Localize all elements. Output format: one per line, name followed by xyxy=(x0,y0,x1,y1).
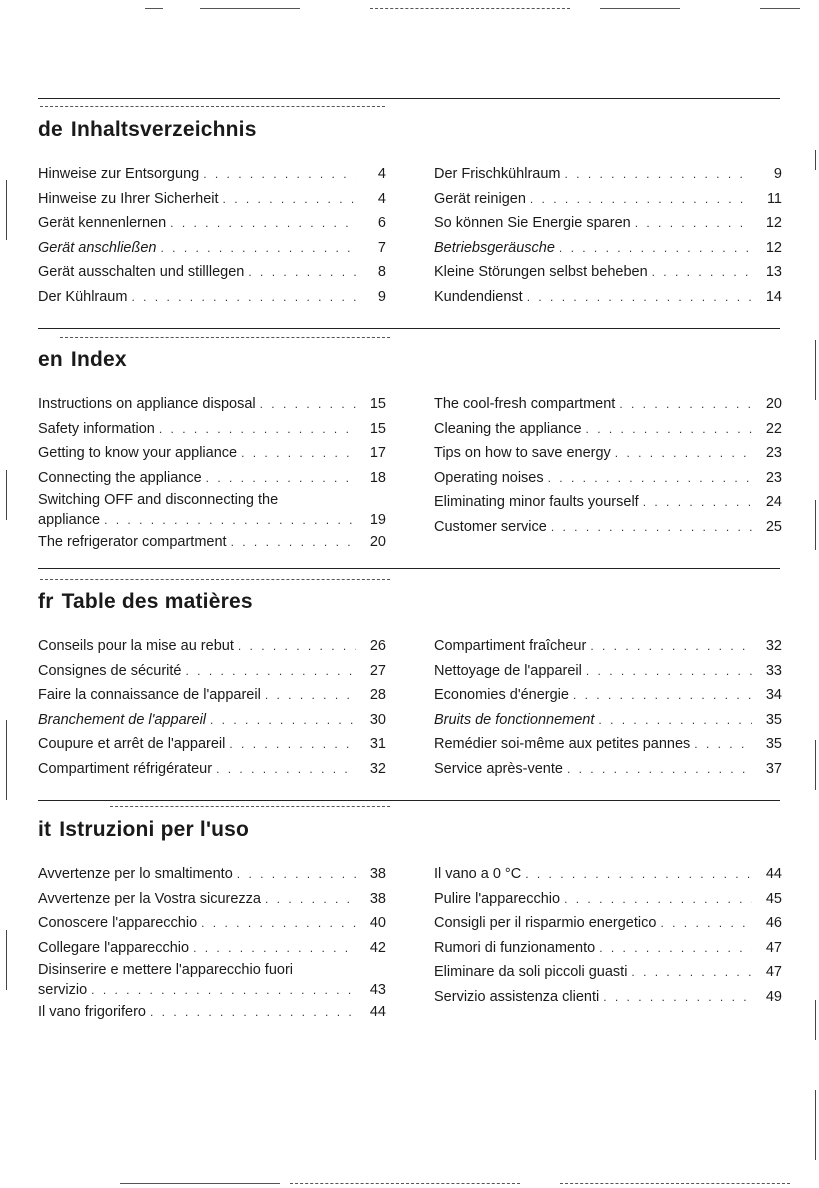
dot-leader xyxy=(599,936,752,961)
entry-label: Remédier soi-même aux petites pannes xyxy=(434,736,691,752)
toc-entry[interactable] xyxy=(434,887,782,912)
toc-entry[interactable] xyxy=(38,960,386,1000)
page-number: 12 xyxy=(765,215,782,231)
toc-entry[interactable] xyxy=(434,634,782,659)
dot-leader xyxy=(619,392,752,417)
page-number: 20 xyxy=(765,396,782,412)
scan-mark xyxy=(370,8,570,9)
entry-label: Faire la connaissance de l'appareil xyxy=(38,687,261,703)
dot-leader xyxy=(527,285,752,310)
section-title: Inhaltsverzeichnis xyxy=(70,118,257,141)
page-number: 32 xyxy=(765,638,782,654)
entry-label: Coupure et arrêt de l'appareil xyxy=(38,736,226,752)
dot-leader xyxy=(223,187,356,212)
dot-leader xyxy=(216,757,356,782)
dot-leader xyxy=(590,634,752,659)
language-code: de xyxy=(38,118,63,141)
dot-leader xyxy=(530,187,752,212)
toc-entry[interactable] xyxy=(434,285,782,310)
toc-column-left xyxy=(38,392,386,555)
entry-continuation xyxy=(38,510,386,530)
toc-entry[interactable] xyxy=(38,887,386,912)
page-number: 43 xyxy=(369,982,386,998)
page-number: 15 xyxy=(369,396,386,412)
toc-entry[interactable] xyxy=(38,236,386,261)
page-number: 38 xyxy=(369,866,386,882)
entry-label: Der Frischkühlraum xyxy=(434,166,561,182)
scan-mark xyxy=(200,8,300,9)
page-number: 45 xyxy=(765,890,782,907)
page-number: 28 xyxy=(369,687,386,703)
toc-entry[interactable] xyxy=(38,260,386,285)
dot-leader xyxy=(170,211,356,236)
page-number: 8 xyxy=(377,264,386,280)
page-number: 18 xyxy=(369,469,386,486)
margin-mark xyxy=(815,150,816,170)
entry-label: Consignes de sécurité xyxy=(38,662,182,679)
page-number: 20 xyxy=(369,534,386,550)
entry-label: Hinweise zu Ihrer Sicherheit xyxy=(38,190,219,207)
toc-entry[interactable] xyxy=(38,757,386,782)
page-number: 9 xyxy=(377,288,386,305)
toc-entry[interactable] xyxy=(38,1000,386,1025)
scan-mark xyxy=(120,1183,280,1184)
scan-mark xyxy=(760,8,800,9)
entry-label: Service après-vente xyxy=(434,760,563,777)
toc-entry[interactable] xyxy=(38,530,386,555)
language-code: it xyxy=(38,818,52,841)
page-number: 31 xyxy=(369,736,386,752)
entry-label: The cool-fresh compartment xyxy=(434,396,616,412)
dot-leader xyxy=(643,490,752,515)
dot-leader xyxy=(265,683,356,708)
page-number: 26 xyxy=(369,638,386,654)
toc-column-right xyxy=(434,634,782,781)
page-number: 35 xyxy=(765,736,782,752)
dot-leader xyxy=(237,862,356,887)
entry-label: Kundendienst xyxy=(434,288,523,305)
margin-mark xyxy=(6,930,7,990)
toc-column-left xyxy=(38,162,386,309)
scan-mark xyxy=(600,8,680,9)
entry-label: Conseils pour la mise au rebut xyxy=(38,638,234,654)
dot-leader xyxy=(201,911,356,936)
section-heading xyxy=(38,118,257,142)
entry-label: Der Kühlraum xyxy=(38,288,128,305)
margin-mark xyxy=(815,1090,816,1160)
page-number: 13 xyxy=(765,264,782,280)
page-number: 30 xyxy=(369,711,386,728)
page-number: 4 xyxy=(377,190,386,207)
toc-column-right xyxy=(434,862,782,1009)
language-code: fr xyxy=(38,590,54,613)
section-rule-dashed xyxy=(40,106,385,107)
page-number: 7 xyxy=(377,239,386,256)
page-number: 33 xyxy=(765,662,782,679)
section-rule xyxy=(38,328,780,329)
toc-entry[interactable] xyxy=(434,936,782,961)
toc-entry[interactable] xyxy=(434,236,782,261)
entry-label: Collegare l'apparecchio xyxy=(38,939,190,956)
page-number: 22 xyxy=(765,420,782,437)
entry-label: Operating noises xyxy=(434,469,544,486)
page-number: 47 xyxy=(765,939,782,956)
entry-continuation xyxy=(38,980,386,1000)
entry-label: Kleine Störungen selbst beheben xyxy=(434,264,648,280)
page-number: 14 xyxy=(765,288,782,305)
dot-leader xyxy=(193,936,356,961)
entry-label: Pulire l'apparecchio xyxy=(434,890,561,907)
toc-entry[interactable] xyxy=(38,862,386,887)
entry-label: Rumori di funzionamento xyxy=(434,939,596,956)
entry-label: Switching OFF and disconnecting the xyxy=(38,492,279,508)
dot-leader xyxy=(238,634,356,659)
toc-entry[interactable] xyxy=(38,708,386,733)
dot-leader xyxy=(586,417,752,442)
section-title: Istruzioni per l'uso xyxy=(59,818,250,841)
toc-column-right xyxy=(434,392,782,539)
entry-label: Nettoyage de l'appareil xyxy=(434,662,582,679)
entry-label: Eliminating minor faults yourself xyxy=(434,494,639,510)
page-number: 49 xyxy=(765,988,782,1005)
page-number: 6 xyxy=(377,215,386,231)
toc-entry[interactable] xyxy=(434,757,782,782)
page-number: 46 xyxy=(765,915,782,931)
toc-entry[interactable] xyxy=(434,490,782,515)
toc-entry[interactable] xyxy=(38,466,386,491)
page-number: 37 xyxy=(765,760,782,777)
entry-label: So können Sie Energie sparen xyxy=(434,215,631,231)
page-number: 9 xyxy=(773,166,782,182)
toc-entry[interactable] xyxy=(38,732,386,757)
dot-leader xyxy=(185,659,356,684)
entry-label: Servizio assistenza clienti xyxy=(434,988,600,1005)
entry-label: Conoscere l'apparecchio xyxy=(38,915,198,931)
dot-leader xyxy=(248,260,356,285)
entry-label: Tips on how to save energy xyxy=(434,445,611,461)
toc-entry[interactable] xyxy=(434,515,782,540)
language-code: en xyxy=(38,348,63,371)
section-title: Index xyxy=(70,348,127,371)
entry-label: Hinweise zur Entsorgung xyxy=(38,166,200,182)
entry-label: Economies d'énergie xyxy=(434,687,569,703)
dot-leader xyxy=(206,466,356,491)
dot-leader xyxy=(586,659,752,684)
dot-leader xyxy=(160,236,356,261)
dot-leader xyxy=(598,708,752,733)
toc-entry[interactable] xyxy=(434,732,782,757)
page-number: 34 xyxy=(765,687,782,703)
page-number: 4 xyxy=(377,166,386,182)
toc-entry[interactable] xyxy=(38,417,386,442)
section-rule-dashed xyxy=(60,337,390,338)
page-number: 27 xyxy=(369,662,386,679)
dot-leader xyxy=(615,441,752,466)
dot-leader xyxy=(231,530,356,555)
toc-entry[interactable] xyxy=(38,911,386,936)
page-number: 24 xyxy=(765,494,782,510)
entry-label: Gerät kennenlernen xyxy=(38,215,167,231)
entry-label: Instructions on appliance disposal xyxy=(38,396,256,412)
dot-leader xyxy=(525,862,752,887)
toc-entry[interactable] xyxy=(434,708,782,733)
dot-leader xyxy=(551,515,752,540)
toc-entry[interactable] xyxy=(38,936,386,961)
toc-entry[interactable] xyxy=(38,634,386,659)
entry-label: Bruits de fonctionnement xyxy=(434,711,595,728)
margin-mark xyxy=(6,470,7,520)
toc-entry[interactable] xyxy=(38,211,386,236)
dot-leader xyxy=(694,732,752,757)
entry-label: Gerät ausschalten und stilllegen xyxy=(38,264,245,280)
section-title: Table des matières xyxy=(61,590,253,613)
entry-label: Gerät reinigen xyxy=(434,190,526,207)
entry-label: Il vano frigorifero xyxy=(38,1004,146,1020)
section-heading xyxy=(38,590,253,614)
page-number: 40 xyxy=(369,915,386,931)
page-number: 44 xyxy=(369,1004,386,1020)
toc-entry[interactable] xyxy=(38,162,386,187)
toc-entry[interactable] xyxy=(38,659,386,684)
scan-mark xyxy=(145,8,163,9)
toc-entry[interactable] xyxy=(434,466,782,491)
section-heading xyxy=(38,348,127,372)
toc-entry[interactable] xyxy=(434,392,782,417)
entry-label: Safety information xyxy=(38,420,155,437)
margin-mark xyxy=(6,720,7,800)
page-number: 12 xyxy=(765,239,782,256)
toc-entry[interactable] xyxy=(434,862,782,887)
dot-leader xyxy=(150,1000,356,1025)
dot-leader xyxy=(159,417,356,442)
margin-mark xyxy=(815,1000,816,1040)
dot-leader xyxy=(210,708,356,733)
dot-leader xyxy=(652,260,752,285)
page-number: 23 xyxy=(765,469,782,486)
entry-label: Avvertenze per lo smaltimento xyxy=(38,866,233,882)
toc-entry[interactable] xyxy=(434,187,782,212)
dot-leader xyxy=(265,887,356,912)
dot-leader xyxy=(567,757,752,782)
page-number: 38 xyxy=(369,890,386,907)
section-rule xyxy=(38,800,780,801)
dot-leader xyxy=(564,887,752,912)
dot-leader xyxy=(559,236,752,261)
toc-entry[interactable] xyxy=(434,985,782,1010)
margin-mark xyxy=(815,740,816,790)
entry-label: Gerät anschließen xyxy=(38,239,157,256)
scan-mark xyxy=(560,1183,790,1184)
dot-leader xyxy=(548,466,752,491)
toc-entry[interactable] xyxy=(434,683,782,708)
dot-leader xyxy=(91,980,356,1000)
toc-column-right xyxy=(434,162,782,309)
page-number: 23 xyxy=(765,445,782,461)
dot-leader xyxy=(603,985,752,1010)
page-number: 25 xyxy=(765,518,782,535)
entry-label: Branchement de l'appareil xyxy=(38,711,207,728)
toc-entry[interactable] xyxy=(434,659,782,684)
dot-leader xyxy=(573,683,752,708)
toc-entry[interactable] xyxy=(434,441,782,466)
section-rule xyxy=(38,568,780,569)
dot-leader xyxy=(131,285,356,310)
dot-leader xyxy=(635,211,752,236)
margin-mark xyxy=(815,500,816,550)
entry-label: Customer service xyxy=(434,518,547,535)
entry-label: Compartiment réfrigérateur xyxy=(38,760,213,777)
dot-leader xyxy=(260,392,356,417)
entry-label: Disinserire e mettere l'apparecchio fuori xyxy=(38,962,294,978)
toc-entry[interactable] xyxy=(434,417,782,442)
dot-leader xyxy=(565,162,753,187)
section-rule-dashed xyxy=(110,806,390,807)
entry-label: Il vano a 0 °C xyxy=(434,866,522,882)
toc-column-left xyxy=(38,634,386,781)
entry-label-continued: servizio xyxy=(38,982,88,998)
toc-entry[interactable] xyxy=(38,285,386,310)
toc-entry[interactable] xyxy=(38,187,386,212)
page-number: 11 xyxy=(766,190,782,207)
entry-label: Cleaning the appliance xyxy=(434,420,582,437)
toc-entry[interactable] xyxy=(434,162,782,187)
entry-label: Connecting the appliance xyxy=(38,469,202,486)
toc-entry[interactable] xyxy=(434,260,782,285)
entry-label: Eliminare da soli piccoli guasti xyxy=(434,964,628,980)
toc-entry[interactable] xyxy=(38,683,386,708)
section-rule xyxy=(38,98,780,99)
entry-label: Compartiment fraîcheur xyxy=(434,638,587,654)
entry-label: Consigli per il risparmio energetico xyxy=(434,915,657,931)
dot-leader xyxy=(660,911,752,936)
page-number: 32 xyxy=(369,760,386,777)
toc-column-left xyxy=(38,862,386,1025)
page-number: 15 xyxy=(369,420,386,437)
toc-entry[interactable] xyxy=(434,211,782,236)
dot-leader xyxy=(104,510,356,530)
page-number: 17 xyxy=(369,445,386,461)
dot-leader xyxy=(631,960,752,985)
entry-label-continued: appliance xyxy=(38,512,101,528)
scan-mark xyxy=(290,1183,520,1184)
margin-mark xyxy=(815,340,816,400)
dot-leader xyxy=(203,162,356,187)
entry-label: Getting to know your appliance xyxy=(38,445,238,461)
margin-mark xyxy=(6,180,7,240)
toc-entry[interactable] xyxy=(38,490,386,530)
page-number: 42 xyxy=(369,939,386,956)
entry-label: Avvertenze per la Vostra sicurezza xyxy=(38,890,261,907)
page-number: 47 xyxy=(765,964,782,980)
toc-entry[interactable] xyxy=(434,960,782,985)
section-heading xyxy=(38,818,249,842)
section-rule-dashed xyxy=(40,579,390,580)
toc-entry[interactable] xyxy=(38,441,386,466)
page-number: 35 xyxy=(765,711,782,728)
page-number: 19 xyxy=(369,512,386,528)
entry-label: The refrigerator compartment xyxy=(38,534,227,550)
dot-leader xyxy=(241,441,356,466)
toc-entry[interactable] xyxy=(38,392,386,417)
toc-entry[interactable] xyxy=(434,911,782,936)
page-number: 44 xyxy=(765,866,782,882)
dot-leader xyxy=(229,732,356,757)
entry-label: Betriebsgeräusche xyxy=(434,239,555,256)
